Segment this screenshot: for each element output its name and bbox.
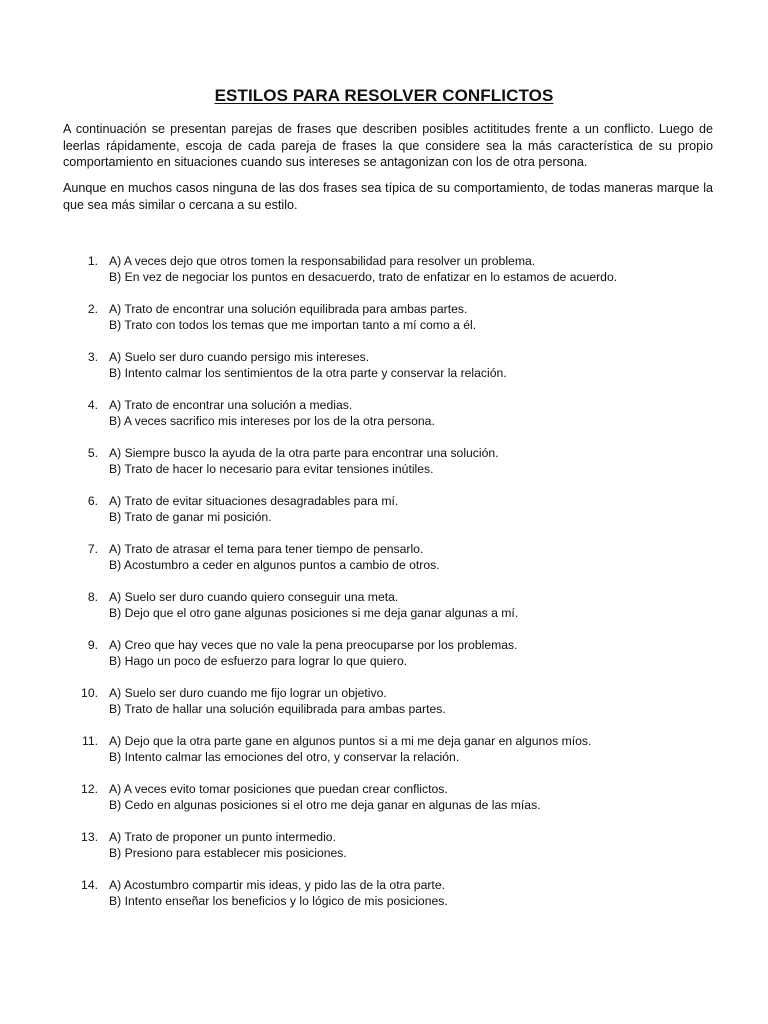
option-a: A) Trato de proponer un punto intermedio. (109, 830, 336, 844)
option-b: B) Presiono para establecer mis posiciones. (109, 846, 347, 860)
option-a: A) Trato de evitar situaciones desagradables para mí. (109, 494, 399, 508)
item-number: 9. (87, 638, 98, 652)
option-b: B) Trato con todos los temas que me importan tanto a mí como a él. (109, 318, 477, 332)
list-item (0, 781, 768, 829)
option-b: B) Trato de ganar mi posición. (109, 510, 272, 524)
option-b: B) Acostumbro a ceder en algunos puntos a cambio de otros. (109, 558, 440, 572)
option-a: A) Creo que hay veces que no vale la pena preocuparse por los problemas. (109, 638, 518, 652)
option-a: A) Suelo ser duro cuando persigo mis intereses. (109, 350, 370, 364)
option-a: A) A veces dejo que otros tomen la responsabilidad para resolver un problema. (109, 254, 536, 268)
option-b: B) Hago un poco de esfuerzo para lograr lo que quiero. (109, 654, 408, 668)
option-a: A) A veces evito tomar posiciones que puedan crear conflictos. (109, 782, 448, 796)
item-number: 13. (81, 830, 98, 844)
item-number: 5. (87, 446, 98, 460)
option-b: B) Trato de hacer lo necesario para evitar tensiones inútiles. (109, 462, 434, 476)
option-b: B) A veces sacrifico mis intereses por los de la otra persona. (109, 414, 435, 428)
option-b: B) Trato de hallar una solución equilibrada para ambas partes. (109, 702, 446, 716)
option-b: B) Intento calmar los sentimientos de la otra parte y conservar la relación. (109, 366, 507, 380)
list-item (0, 541, 768, 589)
statement-pairs-list (0, 253, 768, 925)
item-number: 8. (87, 590, 98, 604)
option-b: B) Intento calmar las emociones del otro, y conservar la relación. (109, 750, 460, 764)
list-item (0, 733, 768, 781)
item-number: 11. (81, 734, 98, 748)
option-a: A) Trato de encontrar una solución equilibrada para ambas partes. (109, 302, 468, 316)
option-a: A) Acostumbro compartir mis ideas, y pido las de la otra parte. (109, 878, 445, 892)
list-item (0, 637, 768, 685)
option-a: A) Suelo ser duro cuando me fijo lograr un objetivo. (109, 686, 387, 700)
list-item (0, 397, 768, 445)
option-b: B) Cedo en algunas posiciones si el otro me deja ganar en algunas de las mías. (109, 798, 541, 812)
option-a: A) Trato de encontrar una solución a medias. (109, 398, 353, 412)
list-item (0, 685, 768, 733)
option-a: A) Siempre busco la ayuda de la otra parte para encontrar una solución. (109, 446, 499, 460)
intro-paragraph: Aunque en muchos casos ninguna de las dos frases sea típica de su comportamiento, de todas maneras marque la que sea más similar o cercana a su estilo. (63, 181, 713, 212)
option-a: A) Suelo ser duro cuando quiero conseguir una meta. (109, 590, 399, 604)
item-number: 10. (81, 686, 98, 700)
option-b: B) Intento enseñar los beneficios y lo lógico de mis posiciones. (109, 894, 448, 908)
option-b: B) En vez de negociar los puntos en desacuerdo, trato de enfatizar en lo estamos de acuerdo. (109, 270, 618, 284)
list-item (0, 829, 768, 877)
list-item (0, 349, 768, 397)
item-number: 2. (87, 302, 98, 316)
list-item (0, 493, 768, 541)
item-number: 6. (87, 494, 98, 508)
item-number: 12. (81, 782, 98, 796)
list-item (0, 445, 768, 493)
item-number: 3. (87, 350, 98, 364)
intro-paragraph: A continuación se presentan parejas de frases que describen posibles actititudes frente a un conflicto. Luego de leerlas rápidamente, escoja de cada pareja de frases la que considere sea la más característica de su propio comportamiento en situaciones cuando sus intereses se antagonizan con los de otra persona. (63, 122, 713, 169)
option-a: A) Dejo que la otra parte gane en algunos puntos si a mi me deja ganar en algunos míos. (109, 734, 592, 748)
list-item (0, 301, 768, 349)
item-number: 1. (87, 254, 98, 268)
item-number: 7. (87, 542, 98, 556)
option-b: B) Dejo que el otro gane algunas posiciones si me deja ganar algunas a mí. (109, 606, 519, 620)
option-a: A) Trato de atrasar el tema para tener tiempo de pensarlo. (109, 542, 424, 556)
page-title: ESTILOS PARA RESOLVER CONFLICTOS (214, 86, 554, 105)
list-item (0, 877, 768, 925)
item-number: 14. (81, 878, 98, 892)
list-item (0, 253, 768, 301)
list-item (0, 589, 768, 637)
item-number: 4. (87, 398, 98, 412)
